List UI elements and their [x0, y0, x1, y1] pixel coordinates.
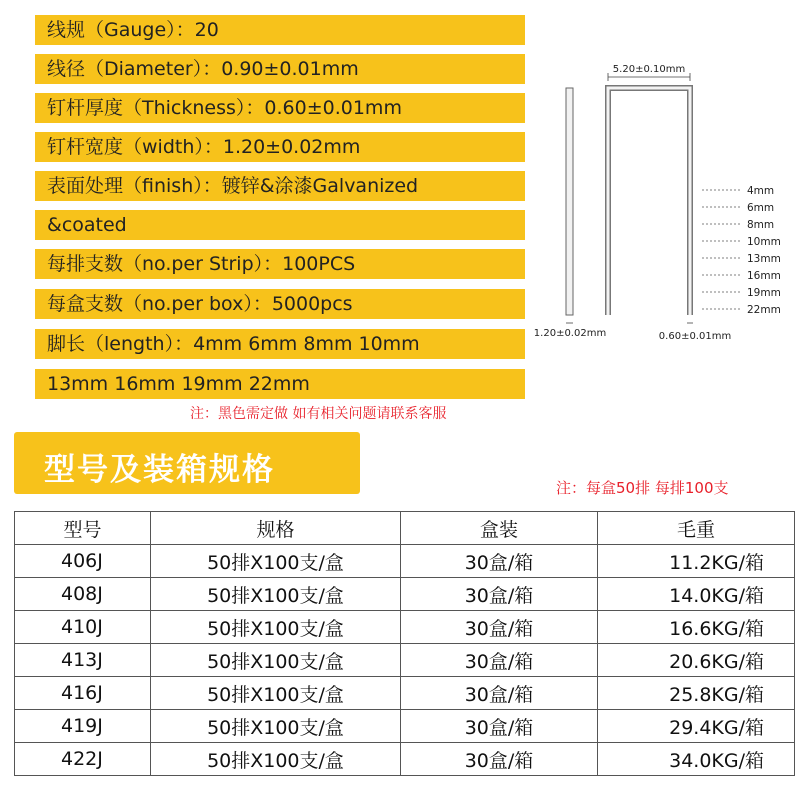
spec-thickness: 钉杆厚度（Thickness）：0.60±0.01mm	[35, 93, 525, 123]
cell-weight: 16.6KG/箱	[598, 611, 795, 644]
cell-model: 413J	[15, 644, 151, 677]
table-row	[15, 710, 795, 743]
cell-model: 406J	[15, 545, 151, 578]
spec-per-strip: 每排支数（no.per Strip）：100PCS	[35, 249, 525, 279]
length-ticks	[702, 185, 781, 316]
cell-spec: 50排X100支/盒	[151, 743, 401, 776]
spec-gauge: 线规（Gauge）：20	[35, 15, 525, 45]
cell-packing: 30盒/箱	[401, 677, 598, 710]
cell-spec: 50排X100支/盒	[151, 611, 401, 644]
length-tick-label: 4mm	[747, 185, 775, 197]
cell-weight: 20.6KG/箱	[598, 644, 795, 677]
header-model: 型号	[15, 512, 151, 545]
staple-diagram	[530, 55, 800, 355]
table-row	[15, 578, 795, 611]
cell-packing: 30盒/箱	[401, 611, 598, 644]
header-spec: 规格	[151, 512, 401, 545]
header-packing: 盒装	[401, 512, 598, 545]
length-tick-label: 22mm	[747, 304, 781, 316]
cell-spec: 50排X100支/盒	[151, 578, 401, 611]
length-tick-label: 16mm	[747, 270, 781, 282]
table-header-row	[15, 512, 795, 545]
spec-finish-cont: &coated	[35, 210, 525, 240]
spec-width: 钉杆宽度（width）：1.20±0.02mm	[35, 132, 525, 162]
cell-packing: 30盒/箱	[401, 578, 598, 611]
cell-spec: 50排X100支/盒	[151, 644, 401, 677]
cell-spec: 50排X100支/盒	[151, 677, 401, 710]
cell-model: 419J	[15, 710, 151, 743]
crown-width-label: 5.20±0.10mm	[612, 64, 686, 75]
length-tick-label: 13mm	[747, 253, 781, 265]
cell-weight: 34.0KG/箱	[598, 743, 795, 776]
length-tick-label: 10mm	[747, 236, 781, 248]
cell-spec: 50排X100支/盒	[151, 710, 401, 743]
cell-packing: 30盒/箱	[401, 644, 598, 677]
table-row	[15, 545, 795, 578]
cell-weight: 25.8KG/箱	[598, 677, 795, 710]
wire-width-label: 1.20±0.02mm	[533, 328, 607, 339]
cell-weight: 14.0KG/箱	[598, 578, 795, 611]
section-title: 型号及装箱规格	[44, 452, 275, 488]
spec-length-cont: 13mm 16mm 19mm 22mm	[35, 369, 525, 399]
staple-side-view	[566, 88, 573, 315]
custom-note: 注：黑色需定做 如有相关问题请联系客服	[190, 406, 447, 422]
cell-model: 422J	[15, 743, 151, 776]
packing-table	[14, 511, 795, 776]
thickness-label: 0.60±0.01mm	[658, 331, 732, 342]
section-banner	[14, 432, 360, 494]
cell-packing: 30盒/箱	[401, 743, 598, 776]
cell-weight: 11.2KG/箱	[598, 545, 795, 578]
header-weight: 毛重	[598, 512, 795, 545]
spec-diameter: 线径（Diameter）：0.90±0.01mm	[35, 54, 525, 84]
cell-packing: 30盒/箱	[401, 545, 598, 578]
table-row	[15, 644, 795, 677]
cell-model: 408J	[15, 578, 151, 611]
cell-spec: 50排X100支/盒	[151, 545, 401, 578]
length-tick-label: 19mm	[747, 287, 781, 299]
length-tick-label: 6mm	[747, 202, 775, 214]
spec-per-box: 每盒支数（no.per box）：5000pcs	[35, 289, 525, 319]
table-row	[15, 743, 795, 776]
table-row	[15, 677, 795, 710]
staple-front-view	[608, 88, 690, 315]
cell-weight: 29.4KG/箱	[598, 710, 795, 743]
packing-note: 注：每盒50排 每排100支	[556, 479, 729, 497]
spec-finish: 表面处理（finish）：镀锌&涂漆Galvanized	[35, 171, 525, 201]
length-tick-label: 8mm	[747, 219, 775, 231]
table-row	[15, 611, 795, 644]
spec-length: 脚长（length）：4mm 6mm 8mm 10mm	[35, 329, 525, 359]
cell-model: 410J	[15, 611, 151, 644]
cell-model: 416J	[15, 677, 151, 710]
cell-packing: 30盒/箱	[401, 710, 598, 743]
